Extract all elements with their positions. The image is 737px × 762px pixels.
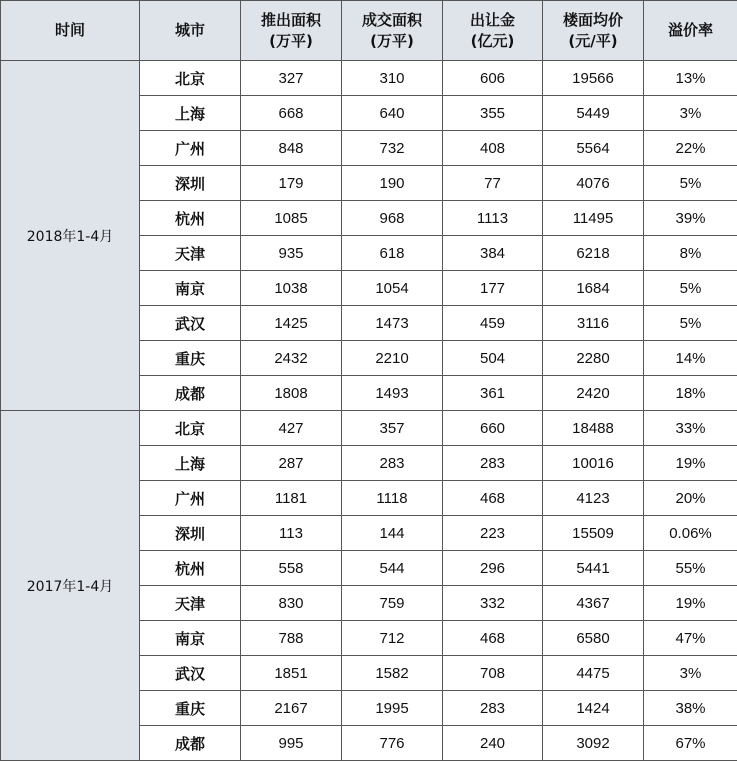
sold-area-cell: 2210 [342,341,443,376]
city-cell: 成都 [140,726,241,761]
floor-price-cell: 6218 [543,236,644,271]
transfer-fee-cell: 240 [443,726,543,761]
launched-area-cell: 287 [241,446,342,481]
header-transfer-fee-unit: (亿元) [470,31,515,50]
city-cell: 天津 [140,236,241,271]
floor-price-cell: 4475 [543,656,644,691]
transfer-fee-cell: 332 [443,586,543,621]
premium-rate-cell: 39% [644,201,737,236]
floor-price-cell: 18488 [543,411,644,446]
premium-rate-cell: 22% [644,131,737,166]
premium-rate-cell: 14% [644,341,737,376]
city-cell: 深圳 [140,166,241,201]
sold-area-cell: 1118 [342,481,443,516]
transfer-fee-cell: 660 [443,411,543,446]
header-time: 时间 [1,1,140,61]
floor-price-cell: 4076 [543,166,644,201]
sold-area-cell: 283 [342,446,443,481]
sold-area-cell: 1054 [342,271,443,306]
launched-area-cell: 668 [241,96,342,131]
premium-rate-cell: 33% [644,411,737,446]
floor-price-cell: 5449 [543,96,644,131]
transfer-fee-cell: 606 [443,61,543,96]
sold-area-cell: 357 [342,411,443,446]
header-launched-area-title: 推出面积 [260,10,321,29]
premium-rate-cell: 3% [644,96,737,131]
launched-area-cell: 830 [241,586,342,621]
city-cell: 广州 [140,481,241,516]
city-cell: 重庆 [140,341,241,376]
sold-area-cell: 759 [342,586,443,621]
header-sold-area [342,1,443,61]
premium-rate-cell: 5% [644,166,737,201]
transfer-fee-cell: 408 [443,131,543,166]
launched-area-cell: 2432 [241,341,342,376]
launched-area-cell: 427 [241,411,342,446]
premium-rate-cell: 19% [644,586,737,621]
premium-rate-cell: 13% [644,61,737,96]
sold-area-cell: 1995 [342,691,443,726]
floor-price-cell: 2420 [543,376,644,411]
header-sold-area-title: 成交面积 [361,10,422,29]
floor-price-cell: 10016 [543,446,644,481]
header-city: 城市 [140,1,241,61]
sold-area-cell: 618 [342,236,443,271]
header-row [1,1,737,61]
launched-area-cell: 1085 [241,201,342,236]
city-cell: 上海 [140,96,241,131]
city-cell: 南京 [140,621,241,656]
city-cell: 杭州 [140,201,241,236]
sold-area-cell: 144 [342,516,443,551]
city-cell: 天津 [140,586,241,621]
table-body [1,61,737,761]
launched-area-cell: 558 [241,551,342,586]
header-transfer-fee [443,1,543,61]
transfer-fee-cell: 361 [443,376,543,411]
premium-rate-cell: 0.06% [644,516,737,551]
sold-area-cell: 1493 [342,376,443,411]
transfer-fee-cell: 468 [443,621,543,656]
sold-area-cell: 544 [342,551,443,586]
floor-price-cell: 6580 [543,621,644,656]
launched-area-cell: 1851 [241,656,342,691]
transfer-fee-cell: 283 [443,446,543,481]
floor-price-cell: 1684 [543,271,644,306]
floor-price-cell: 4123 [543,481,644,516]
city-cell: 广州 [140,131,241,166]
premium-rate-cell: 5% [644,306,737,341]
sold-area-cell: 640 [342,96,443,131]
sold-area-cell: 1473 [342,306,443,341]
table-row [1,411,737,446]
header-floor-price-unit: (元/平) [568,31,618,50]
launched-area-cell: 935 [241,236,342,271]
floor-price-cell: 3092 [543,726,644,761]
header-sold-area-unit: (万平) [370,31,414,50]
city-cell: 武汉 [140,656,241,691]
premium-rate-cell: 55% [644,551,737,586]
floor-price-cell: 2280 [543,341,644,376]
header-launched-area-unit: (万平) [269,31,313,50]
sold-area-cell: 310 [342,61,443,96]
floor-price-cell: 11495 [543,201,644,236]
floor-price-cell: 5564 [543,131,644,166]
launched-area-cell: 848 [241,131,342,166]
floor-price-cell: 5441 [543,551,644,586]
premium-rate-cell: 67% [644,726,737,761]
launched-area-cell: 1181 [241,481,342,516]
sold-area-cell: 1582 [342,656,443,691]
header-transfer-fee-title: 出让金 [469,10,515,29]
sold-area-cell: 190 [342,166,443,201]
premium-rate-cell: 47% [644,621,737,656]
launched-area-cell: 995 [241,726,342,761]
floor-price-cell: 3116 [543,306,644,341]
table-row [1,61,737,96]
launched-area-cell: 113 [241,516,342,551]
sold-area-cell: 712 [342,621,443,656]
premium-rate-cell: 38% [644,691,737,726]
header-floor-price [543,1,644,61]
floor-price-cell: 19566 [543,61,644,96]
premium-rate-cell: 20% [644,481,737,516]
city-cell: 成都 [140,376,241,411]
premium-rate-cell: 3% [644,656,737,691]
transfer-fee-cell: 708 [443,656,543,691]
period-cell: 2017年1-4月 [1,411,140,761]
premium-rate-cell: 18% [644,376,737,411]
city-cell: 深圳 [140,516,241,551]
transfer-fee-cell: 459 [443,306,543,341]
launched-area-cell: 1425 [241,306,342,341]
transfer-fee-cell: 223 [443,516,543,551]
launched-area-cell: 179 [241,166,342,201]
transfer-fee-cell: 283 [443,691,543,726]
sold-area-cell: 968 [342,201,443,236]
launched-area-cell: 2167 [241,691,342,726]
city-cell: 南京 [140,271,241,306]
period-cell: 2018年1-4月 [1,61,140,411]
sold-area-cell: 776 [342,726,443,761]
transfer-fee-cell: 384 [443,236,543,271]
sold-area-cell: 732 [342,131,443,166]
transfer-fee-cell: 468 [443,481,543,516]
city-cell: 武汉 [140,306,241,341]
premium-rate-cell: 8% [644,236,737,271]
launched-area-cell: 788 [241,621,342,656]
launched-area-cell: 327 [241,61,342,96]
transfer-fee-cell: 296 [443,551,543,586]
transfer-fee-cell: 504 [443,341,543,376]
city-cell: 重庆 [140,691,241,726]
city-cell: 上海 [140,446,241,481]
floor-price-cell: 1424 [543,691,644,726]
transfer-fee-cell: 77 [443,166,543,201]
header-premium-rate: 溢价率 [644,1,737,61]
header-launched-area [241,1,342,61]
transfer-fee-cell: 1113 [443,201,543,236]
city-cell: 北京 [140,411,241,446]
premium-rate-cell: 5% [644,271,737,306]
premium-rate-cell: 19% [644,446,737,481]
floor-price-cell: 15509 [543,516,644,551]
launched-area-cell: 1038 [241,271,342,306]
transfer-fee-cell: 177 [443,271,543,306]
transfer-fee-cell: 355 [443,96,543,131]
launched-area-cell: 1808 [241,376,342,411]
city-cell: 杭州 [140,551,241,586]
floor-price-cell: 4367 [543,586,644,621]
city-cell: 北京 [140,61,241,96]
header-floor-price-title: 楼面均价 [562,10,623,29]
